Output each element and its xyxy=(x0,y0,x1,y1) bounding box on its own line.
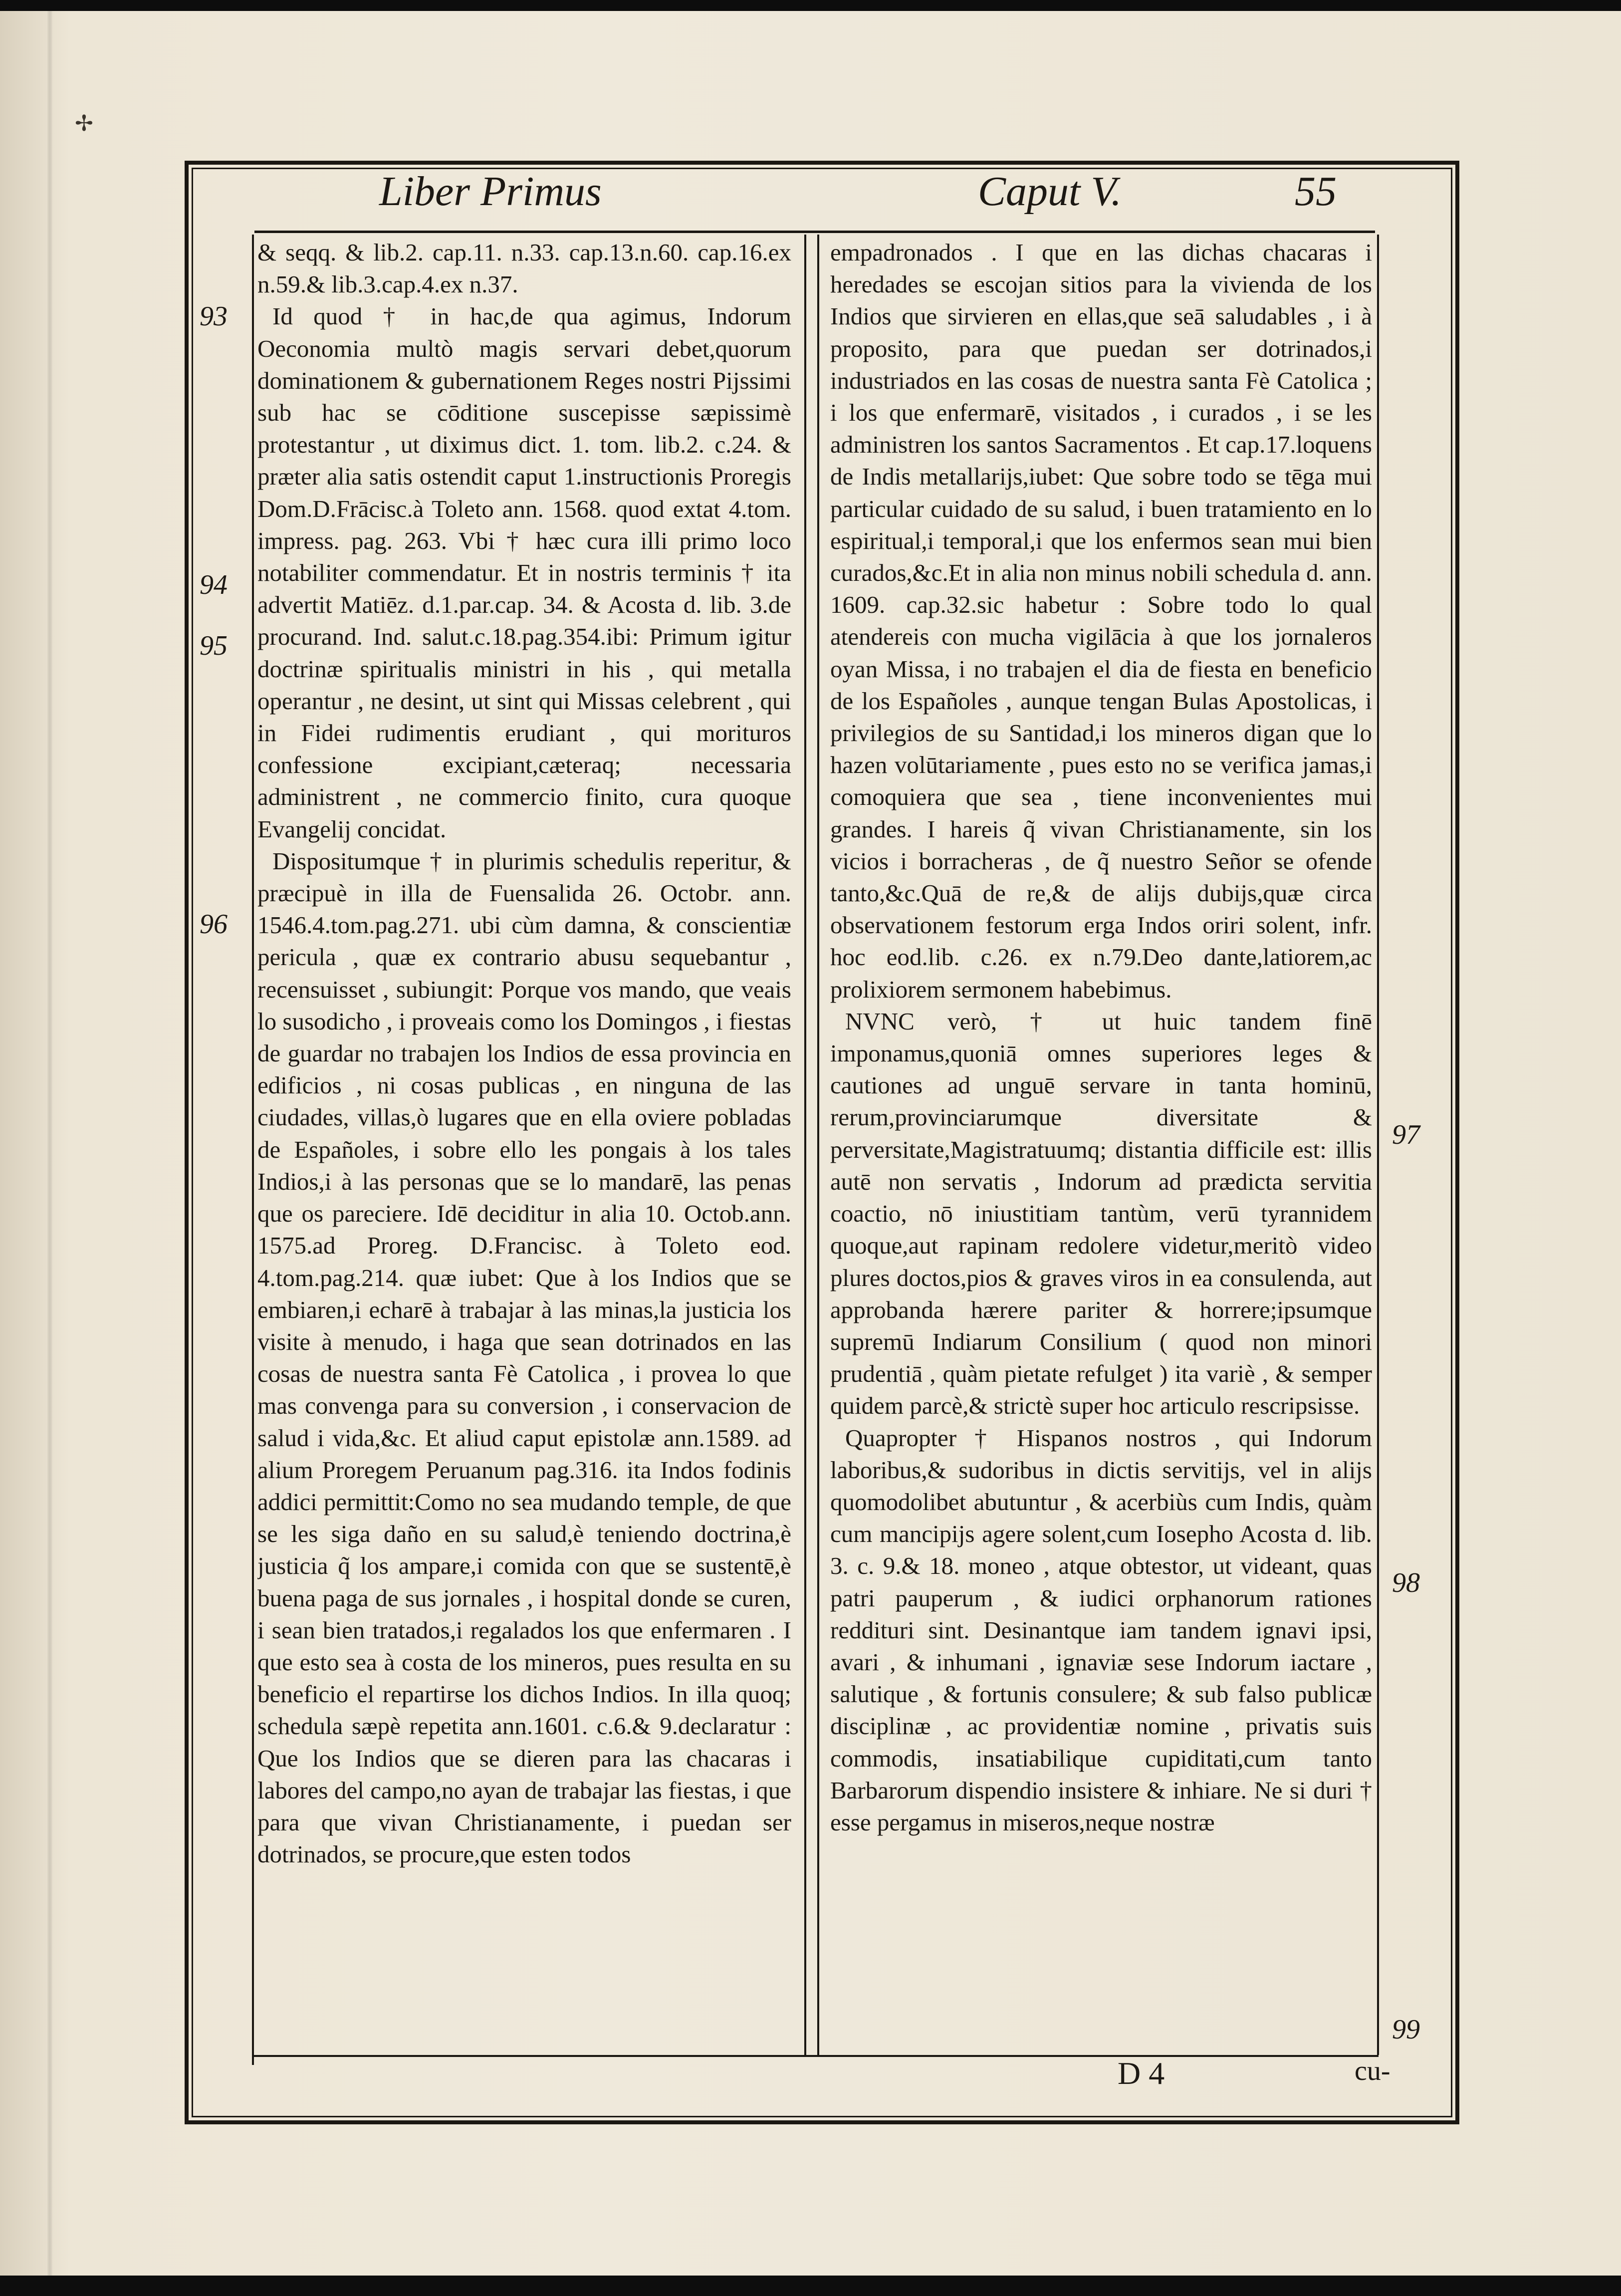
paragraph: empadronados . I que en las dichas chacaras i heredades se escojan sitios para la vivienda de los Indios que sirvieren en ellas,que seā saludables , i à proposito, para que puedan ser dotrinados,i industriados en las cosas de nuestra santa Fè Catolica ; i los que enfermarē, visitados , i curados , i se les administren los santos Sacramentos . Et cap.17.loquens de Indis metallarijs,iubet: Que sobre todo se tēga mui particular cuidado de su salud, i buen tratamiento en lo espiritual,i temporal,i que los enfermos sean mui bien curados,&c.Et in alia non minus nobili schedula d. ann. 1609. cap.32.sic habetur : Sobre todo lo qual atendereis con mucha vigilācia à que los jornaleros oyan Missa, i no trabajen el dia de fiesta en beneficio de los Españoles , aunque tengan Bulas Apostolicas, i privilegios de su Santidad,i los mineros digan que lo hazen volūtariamente , pues esto no se verifica jamas,i comoquiera que sea , tiene inconvenientes mui grandes. I hareis q̃ vivan Christianamente, sin los vicios i borracheras , de q̃ nuestro Señor se ofende tanto,&c.Quā de re,& de alijs dubijs,quæ circa observationem festorum erga Indos oriri solent, infr. hoc eod.lib. c.26. ex n.79.Deo dante,latiorem,ac prolixiorem sermonem habebimus. xyxy=(830,239,1372,1003)
catchword: cu- xyxy=(1355,2055,1390,2086)
text-column-left xyxy=(257,237,791,2063)
paragraph: Quapropter † Hispanos nostros , qui Indorum laboribus,& sudoribus in dictis servitijs, vel in alijs quomodolibet abutuntur , & acerbiùs cum Indis, quàm cum mancipijs agere solent,cum Iosepho Acosta d. lib. 3. c. 9.& 18. moneo , atque obtestor, ut videant, quas patri pauperum , & iudici orphanorum rationes reddituri sint. Desinantque iam tandem ignavi ipsi, avari , & inhumani , ignaviæ sese Indorum iactare , salutique , & fortunis consulere; & sub falso publicæ disciplinæ , ac providentiæ nomine , privatis suis commodis, insatiabilique cupiditati,cum tanto Barbarorum dispendio insistere & inhiare. Ne si duri † esse pergamus in miseros,neque nostræ xyxy=(830,1424,1372,1836)
left-column-rule xyxy=(252,235,254,2065)
gutter-shadow xyxy=(47,11,52,2276)
paragraph: Id quod † in hac,de qua agimus, Indorum Oeconomia multò magis servari debet,quorum dominationem & gubernationem Reges nostri Pijssimi sub hac se cōditione suscepisse sæpissimè protestantur , ut diximus dict. 1. tom. lib.2. c.24. & præter alia satis ostendit caput 1.instructionis Proregis Dom.D.Frācisc.à Toleto ann. 1568. quod extat 4.tom. impress. pag. 263. Vbi † hæc cura illi primo loco notabiliter commendatur. Et in nostris terminis † ita advertit Matiēz. d.1.par.cap. 34. & Acosta d. lib. 3.de procurand. Ind. salut.c.18.pag.354.ibi: Primum igitur doctrinæ spiritualis ministri in his , qui metalla operantur , ne desint, ut sint qui Missas celebrent , qui in Fidei rudimentis erudiant , qui morituros confessione excipiant,cæteraq; necessaria administrent , ne commercio finito, cura quoque Evangelij concidat. xyxy=(257,302,791,843)
margin-number: 99 xyxy=(1392,2014,1420,2045)
stray-ink-mark: ✢ xyxy=(75,111,93,136)
margin-number: 96 xyxy=(200,909,228,940)
margin-number: 94 xyxy=(200,569,228,600)
page-number: 55 xyxy=(1295,168,1337,215)
center-rule-left xyxy=(804,235,806,2055)
paragraph: NVNC verò, † ut huic tandem finē imponamus,quoniā omnes superiores leges & cautiones ad unguē servare in tanta hominū, rerum,provinciarumque diversitate & perversitate,Magistratuumq; distantia difficile est: illis autē non servatis , Indorum ad prædicta servitia coactio, nō iniustitiam tantùm, verū tyrannidem quoque,aut rapinam redolere videtur,meritò video plures doctos,pios & graves viros in ea consulenda, aut approbanda hærere pariter & horrere;ipsumque supremū Indiarum Consilium ( quod non minori prudentiā , quàm pietate refulget ) ita variè , & semper quidem parcè,& strictè super hoc articulo rescripsisse. xyxy=(830,1007,1372,1420)
scan-bottom-edge xyxy=(0,2276,1621,2296)
paragraph: Dispositumque † in plurimis schedulis reperitur, & præcipuè in illa de Fuensalida 26. Octobr. ann. 1546.4.tom.pag.271. ubi cùm damna, & conscientiæ pericula , quæ ex contrario abusu sequebantur , recensuisset , subiungit: Porque vos mando, que veais lo susodicho , i proveais como los Domingos , i fiestas de guardar no trabajen los Indios de essa provincia en edificios , ni cosas publicas , en ninguna de las ciudades, villas,ò lugares que en ella oviere pobladas de Españoles, i sobre ello les pongais à los tales Indios,i à las personas que se lo mandarē, las penas que os pareciere. Idē deciditur in alia 10. Octob.ann. 1575.ad Proreg. D.Francisc. à Toleto eod. 4.tom.pag.214. quæ iubet: Que à los Indios que se embiaren,i echarē à trabajar à las minas,la justicia los visite à menudo, i haga que sean dotrinados en las cosas de nuestra santa Fè Catolica , i provea lo que mas convenga para su conversion , i conservacion de salud i vida,&c. Et aliud caput epistolæ ann.1589. ad alium Proregem Peruanum pag.316. ita Indos fodinis addici permittit:Como no sea mudando temple, de que se les siga daño en su salud,è teniendo doctrina,è justicia q̃ los ampare,i comida con que se sustentē,è buena paga de sus jornales , i hospital donde se curen, i sean bien tratados,i regalados los que enfermaren . I que esto sea à costa de los mineros, pues resulta en su beneficio el repartirse los dichos Indios. In illa quoq; schedula sæpè repetita ann.1601. c.6.& 9.declaratur : Que los Indios que se dieren para las chacaras i labores del campo,no ayan de trabajar las fiestas, i que para que vivan Christianamente, i puedan ser dotrinados, se procure,que esten todos xyxy=(257,847,791,1868)
running-head-right: Caput V. xyxy=(978,168,1122,215)
paragraph: & seqq. & lib.2. cap.11. n.33. cap.13.n.60. cap.16.ex n.59.& lib.3.cap.4.ex n.37. xyxy=(257,239,791,298)
scan-top-edge xyxy=(0,0,1621,11)
margin-number: 95 xyxy=(200,630,228,661)
signature-mark: D 4 xyxy=(1118,2055,1165,2091)
running-head-left: Liber Primus xyxy=(379,168,602,215)
margin-number: 93 xyxy=(200,301,228,332)
header-rule xyxy=(254,231,1375,233)
margin-number: 97 xyxy=(1392,1119,1420,1150)
right-column-rule xyxy=(1377,235,1379,2055)
center-rule-right xyxy=(817,235,819,2055)
text-column-right xyxy=(830,237,1372,2063)
margin-number: 98 xyxy=(1392,1567,1420,1598)
